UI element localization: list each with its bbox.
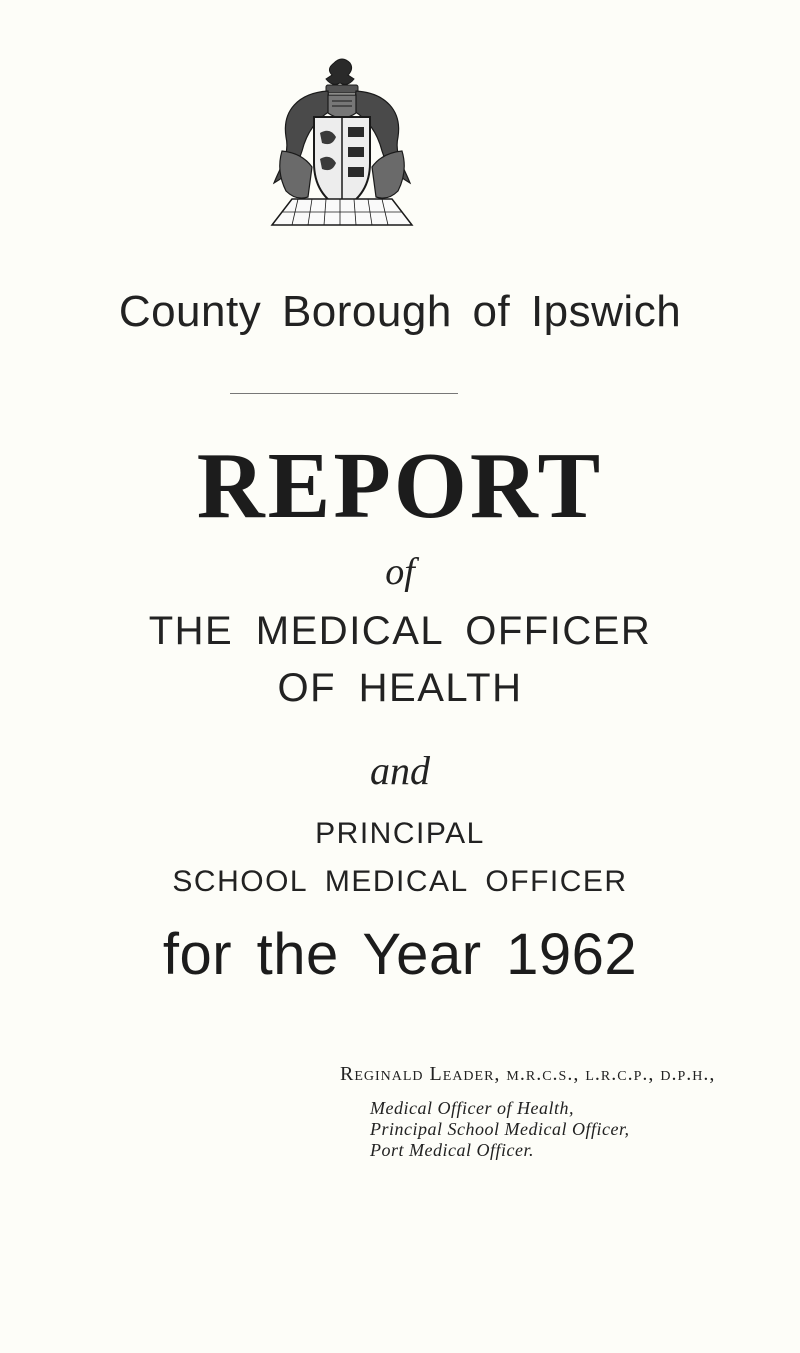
- author-name: Reginald Leader, m.r.c.s., l.r.c.p., d.p.h.,: [340, 1063, 716, 1085]
- author-title-3: Port Medical Officer.: [370, 1140, 534, 1160]
- title-line-2: OF HEALTH: [277, 666, 523, 710]
- and-connector: and: [370, 748, 430, 793]
- report-heading: REPORT: [196, 434, 604, 538]
- author-title-2: Principal School Medical Officer,: [370, 1119, 630, 1139]
- borough-name: County Borough of Ipswich: [118, 287, 682, 336]
- principal-line: PRINCIPAL: [315, 817, 485, 850]
- author-title-1: Medical Officer of Health,: [370, 1098, 574, 1118]
- school-medical-officer-line: SCHOOL MEDICAL OFFICER: [172, 865, 628, 898]
- year-line: for the Year 1962: [162, 922, 638, 987]
- divider-rule: [230, 393, 458, 394]
- of-connector: of: [385, 551, 415, 593]
- title-line-1: THE MEDICAL OFFICER: [148, 609, 652, 653]
- coat-of-arms-icon: [268, 55, 416, 230]
- author-titles: [370, 1098, 790, 1161]
